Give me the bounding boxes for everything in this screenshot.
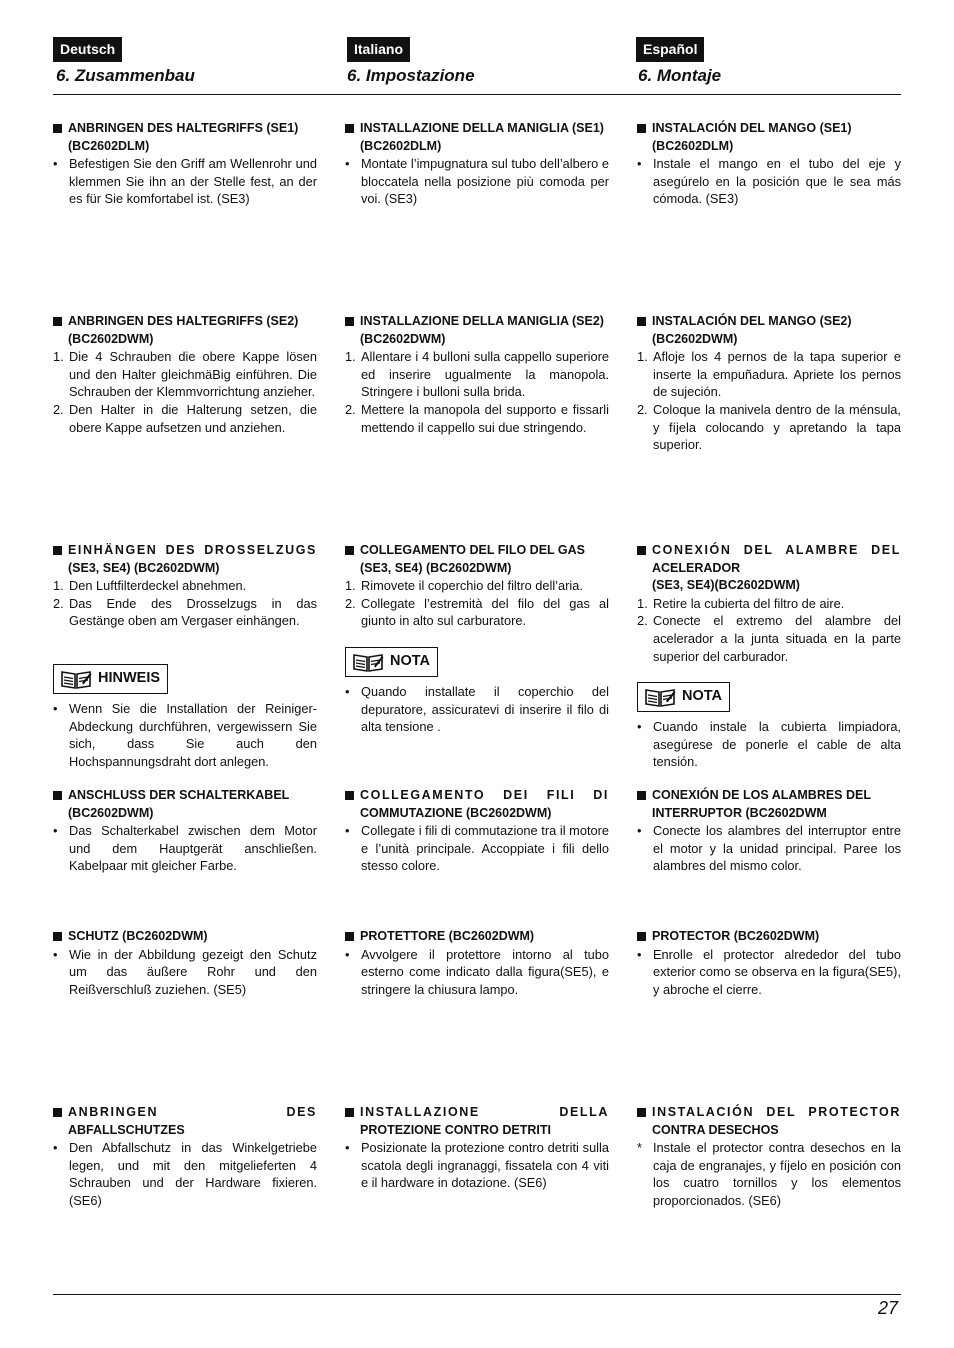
heading-line-1: ANBRINGEN DES HALTEGRIFFS (SE1) — [68, 121, 299, 135]
instruction-block — [345, 787, 609, 875]
heading-line-2: (SE3, SE4) (BC2602DWM) — [360, 560, 512, 575]
item-text: Das Ende des Drosselzugs in das Gestänge oben am Vergaser einhängen. — [69, 595, 317, 629]
item-text: Conecte el extremo del alambre del acelerador a la junta situada en la parte superior del carburador. — [653, 613, 901, 664]
instruction-block — [637, 313, 901, 454]
heading-line-2: COMMUTAZIONE (BC2602DWM) — [360, 805, 552, 820]
item-marker: 2. — [53, 595, 64, 611]
item-text: Afloje los 4 pernos de la tapa superior e inserte la empuñadura. Apriete los pernos de sujeción. — [653, 349, 901, 400]
heading-line-1: CONEXIÓN DEL ALAMBRE DEL — [652, 543, 901, 557]
page-number: 27 — [877, 1298, 898, 1318]
instruction-heading — [637, 787, 901, 822]
item-marker: 2. — [637, 613, 648, 629]
list-item — [637, 595, 901, 613]
instruction-block — [637, 787, 901, 875]
list-item — [345, 946, 609, 999]
instruction-heading — [637, 313, 901, 348]
item-text: Posizionate la protezione contro detriti sulla scatola degli ingranaggi, fissatela con 4 viti e il hardware in dotazione. (SE6) — [361, 1140, 609, 1191]
list-item — [53, 822, 317, 875]
list-item — [637, 612, 901, 665]
heading-line-2: (BC2602DWM) — [360, 331, 446, 346]
list-item — [637, 155, 901, 208]
header-rule — [53, 94, 901, 95]
item-text: Instale el protector contra desechos en la caja de engranajes, y fíjelo en posición con los cuatro tornillos y los elementos proporcionados. (SE6) — [653, 1140, 901, 1208]
instruction-heading — [53, 542, 317, 577]
instruction-block — [53, 120, 317, 208]
list-item — [53, 348, 317, 401]
instruction-heading — [53, 313, 317, 348]
instruction-block — [345, 1104, 609, 1192]
square-bullet-icon — [637, 1108, 646, 1117]
heading-line-2: (SE3, SE4) (BC2602DWM) — [68, 560, 220, 575]
instruction-block — [53, 542, 317, 630]
instruction-block — [345, 120, 609, 208]
item-text: Collegate l’estremità del filo del gas al giunto in alto sul carburatore. — [361, 595, 609, 629]
list-item — [345, 155, 609, 208]
square-bullet-icon — [345, 932, 354, 941]
square-bullet-icon — [53, 124, 62, 133]
instruction-block — [345, 313, 609, 436]
item-text: Instale el mango en el tubo del eje y asegúrelo en la posición que le sea más cómoda. (SE3) — [653, 156, 901, 207]
instruction-block — [53, 928, 317, 998]
item-text: Quando installate il coperchio del depuratore, assicuratevi di inserire il filo di alta tensione . — [361, 684, 609, 735]
item-text: Retire la cubierta del filtro de aire. — [653, 595, 845, 611]
item-marker: • — [637, 719, 642, 734]
item-marker: • — [53, 823, 58, 839]
instruction-block — [53, 787, 317, 875]
item-marker: 2. — [53, 401, 64, 417]
heading-line-1: ANBRINGEN DES HALTEGRIFFS (SE2) — [68, 314, 299, 328]
item-text: Den Halter in die Halterung setzen, die obere Kappe aufsetzen und anziehen. — [69, 401, 317, 435]
instruction-block — [53, 313, 317, 436]
instruction-heading — [53, 787, 317, 822]
heading-line-2: (BC2602DLM) — [68, 138, 150, 153]
heading-line-2: (BC2602DLM) — [652, 138, 734, 153]
item-marker: 1. — [345, 349, 356, 365]
heading-line-1: COLLEGAMENTO DEL FILO DEL GAS — [360, 543, 586, 557]
instruction-block — [637, 542, 901, 665]
item-text: Die 4 Schrauben die obere Kappe lösen und den Halter gleichmäBig einführen. Die Schrauben der Klemmvorrichtung anzieher. — [69, 349, 317, 400]
item-text: Conecte los alambres del interruptor entre el motor y la unidad principal. Paree los alambres del mismo color. — [653, 823, 901, 874]
square-bullet-icon — [53, 1108, 62, 1117]
item-marker: 2. — [345, 595, 356, 611]
item-marker: • — [345, 946, 350, 962]
instruction-heading — [345, 313, 609, 348]
item-text: Mettere la manopola del supporto e fissarli mettendo il cappello sui due stringendo. — [361, 401, 609, 435]
item-marker: • — [637, 823, 642, 839]
instruction-heading — [637, 120, 901, 155]
item-text: Cuando instale la cubierta limpiadora, asegúrese de ponerle el cable de alta tensión. — [653, 719, 901, 770]
instruction-block — [53, 664, 317, 770]
item-marker: 1. — [637, 349, 648, 365]
item-marker: * — [637, 1140, 642, 1156]
heading-line-2: ACELERADOR — [652, 560, 741, 575]
item-marker: • — [637, 156, 642, 172]
item-marker: 1. — [637, 595, 648, 611]
instruction-heading — [637, 1104, 901, 1139]
heading-line-2: (BC2602DWM) — [652, 331, 738, 346]
list-item — [637, 946, 901, 999]
book-pencil-icon — [60, 669, 92, 689]
instruction-heading — [345, 1104, 609, 1139]
section-title: 6. Zusammenbau — [56, 66, 195, 85]
instruction-block — [637, 1104, 901, 1210]
list-item — [53, 1139, 317, 1209]
item-marker: • — [53, 946, 58, 962]
list-item — [345, 401, 609, 436]
instruction-block — [637, 120, 901, 208]
list-item — [637, 822, 901, 875]
square-bullet-icon — [345, 124, 354, 133]
square-bullet-icon — [637, 317, 646, 326]
item-text: Wenn Sie die Installation der Reiniger-Abdeckung durchführen, vergewissern Sie sich, dass Sie auch den Hochspannungsdraht dort anlegen. — [69, 701, 317, 769]
list-item — [345, 683, 609, 736]
heading-line-3: (SE3, SE4)(BC2602DWM) — [652, 578, 800, 593]
item-text: Den Abfallschutz in das Winkelgetriebe legen, und mit den mitgelieferten 4 Schrauben und der Hardware fixieren. (SE6) — [69, 1140, 317, 1208]
language-tab: Italiano — [347, 37, 410, 62]
list-item — [345, 1139, 609, 1192]
item-marker: • — [637, 946, 642, 962]
instruction-block — [53, 1104, 317, 1210]
list-item — [345, 595, 609, 630]
list-item — [637, 1139, 901, 1209]
square-bullet-icon — [345, 791, 354, 800]
list-item — [345, 348, 609, 401]
instruction-heading — [637, 542, 901, 595]
list-item — [637, 401, 901, 454]
square-bullet-icon — [637, 124, 646, 133]
item-text: Collegate i fili di commutazione tra il motore e l’unità principale. Accoppiate i fili dello stesso colore. — [361, 823, 609, 874]
instruction-block — [345, 928, 609, 998]
item-text: Rimovete il coperchio del filtro dell’aria. — [361, 578, 583, 594]
section-title: 6. Montaje — [638, 66, 722, 85]
list-item — [345, 577, 609, 595]
item-text: Coloque la manivela dentro de la ménsula, y fíjela colocando y apretando la tapa superior. — [653, 401, 901, 453]
list-item — [53, 946, 317, 999]
item-text: Allentare i 4 bulloni sulla cappello superiore ed inserire ugualmente la manopola. Stringere i bulloni sulla brida. — [361, 349, 609, 400]
instruction-heading — [345, 120, 609, 155]
heading-line-2: PROTEZIONE CONTRO DETRITI — [360, 1122, 551, 1137]
heading-line-1: INSTALLAZIONE DELLA MANIGLIA (SE2) — [360, 314, 604, 328]
item-marker: • — [345, 823, 350, 839]
item-marker: 1. — [345, 578, 356, 594]
item-marker: • — [345, 1140, 350, 1156]
item-text: Wie in der Abbildung gezeigt den Schutz um das äußere Rohr und den Reißverschluß zuziehen. (SE5) — [69, 946, 317, 997]
item-marker: 1. — [53, 349, 64, 365]
square-bullet-icon — [637, 791, 646, 800]
language-tab: Deutsch — [53, 37, 122, 62]
square-bullet-icon — [53, 932, 62, 941]
heading-line-2: (BC2602DLM) — [360, 138, 442, 153]
heading-line-1: INSTALLAZIONE DELLA MANIGLIA (SE1) — [360, 121, 604, 135]
note-label: NOTA — [682, 688, 723, 705]
instruction-heading — [637, 928, 901, 946]
item-text: Den Luftfilterdeckel abnehmen. — [69, 578, 247, 594]
book-pencil-icon — [352, 652, 384, 672]
instruction-heading — [345, 542, 609, 577]
square-bullet-icon — [345, 546, 354, 555]
heading-line-2: (BC2602DWM) — [68, 331, 154, 346]
heading-line-1: PROTECTOR (BC2602DWM) — [652, 929, 820, 943]
heading-line-1: ANSCHLUSS DER SCHALTERKABEL — [68, 788, 290, 802]
heading-line-1: EINHÄNGEN DES DROSSELZUGS — [68, 543, 317, 557]
heading-line-1: INSTALACIÓN DEL PROTECTOR — [652, 1105, 901, 1119]
item-marker: 2. — [345, 401, 356, 417]
instruction-block — [345, 647, 609, 736]
item-marker: • — [53, 1140, 58, 1156]
section-title: 6. Impostazione — [347, 66, 475, 85]
item-text: Befestigen Sie den Griff am Wellenrohr und klemmen Sie ihn an der Stelle fest, an der es für Sie komfortabel ist. (SE3) — [69, 156, 317, 207]
heading-line-2: (BC2602DWM) — [68, 805, 154, 820]
item-marker: • — [53, 156, 58, 172]
item-marker: 2. — [637, 401, 648, 417]
square-bullet-icon — [637, 932, 646, 941]
book-pencil-icon — [644, 687, 676, 707]
heading-line-1: CONEXIÓN DE LOS ALAMBRES DEL — [652, 788, 871, 802]
list-item — [637, 348, 901, 401]
instruction-heading — [53, 928, 317, 946]
instruction-heading — [345, 787, 609, 822]
item-text: Enrolle el protector alrededor del tubo exterior como se observa en la figura(SE5), y abroche el cierre. — [653, 946, 901, 997]
heading-line-1: PROTETTORE (BC2602DWM) — [360, 929, 535, 943]
square-bullet-icon — [345, 317, 354, 326]
note-box — [637, 682, 730, 712]
instruction-heading — [345, 928, 609, 946]
instruction-block — [345, 542, 609, 630]
item-text: Montate l’impugnatura sul tubo dell’albero e bloccatela nella posizione più comoda per voi. (SE3) — [361, 156, 609, 207]
heading-line-2: INTERRUPTOR (BC2602DWM — [652, 805, 827, 820]
list-item — [53, 155, 317, 208]
list-item — [53, 577, 317, 595]
item-marker: • — [53, 701, 58, 716]
list-item — [53, 595, 317, 630]
heading-line-1: COLLEGAMENTO DEI FILI DI — [360, 788, 609, 802]
note-box — [53, 664, 168, 694]
square-bullet-icon — [53, 317, 62, 326]
item-marker: • — [345, 156, 350, 172]
language-tab: Español — [636, 37, 704, 62]
note-label: HINWEIS — [98, 670, 161, 687]
note-box — [345, 647, 438, 677]
heading-line-1: SCHUTZ (BC2602DWM) — [68, 929, 208, 943]
square-bullet-icon — [53, 791, 62, 800]
instruction-heading — [53, 120, 317, 155]
note-label: NOTA — [390, 653, 431, 670]
heading-line-2: ABFALLSCHUTZES — [68, 1122, 185, 1137]
heading-line-1: INSTALLAZIONE DELLA — [360, 1105, 609, 1119]
instruction-block — [637, 928, 901, 998]
item-text: Avvolgere il protettore intorno al tubo esterno come indicato dalla figura(SE5), e stringere la chiusura lampo. — [361, 946, 609, 997]
list-item — [53, 700, 317, 770]
item-text: Das Schalterkabel zwischen dem Motor und dem Hauptgerät anschließen. Kabelpaar mit gleicher Farbe. — [69, 823, 317, 874]
item-marker: 1. — [53, 578, 64, 594]
instruction-heading — [53, 1104, 317, 1139]
heading-line-1: ANBRINGEN DES — [68, 1105, 317, 1119]
heading-line-1: INSTALACIÓN DEL MANGO (SE1) — [652, 121, 852, 135]
footer-rule — [53, 1294, 901, 1295]
instruction-block — [637, 682, 901, 771]
heading-line-2: CONTRA DESECHOS — [652, 1122, 779, 1137]
square-bullet-icon — [345, 1108, 354, 1117]
list-item — [637, 718, 901, 771]
list-item — [345, 822, 609, 875]
item-marker: • — [345, 684, 350, 699]
list-item — [53, 401, 317, 436]
square-bullet-icon — [637, 546, 646, 555]
heading-line-1: INSTALACIÓN DEL MANGO (SE2) — [652, 314, 852, 328]
square-bullet-icon — [53, 546, 62, 555]
